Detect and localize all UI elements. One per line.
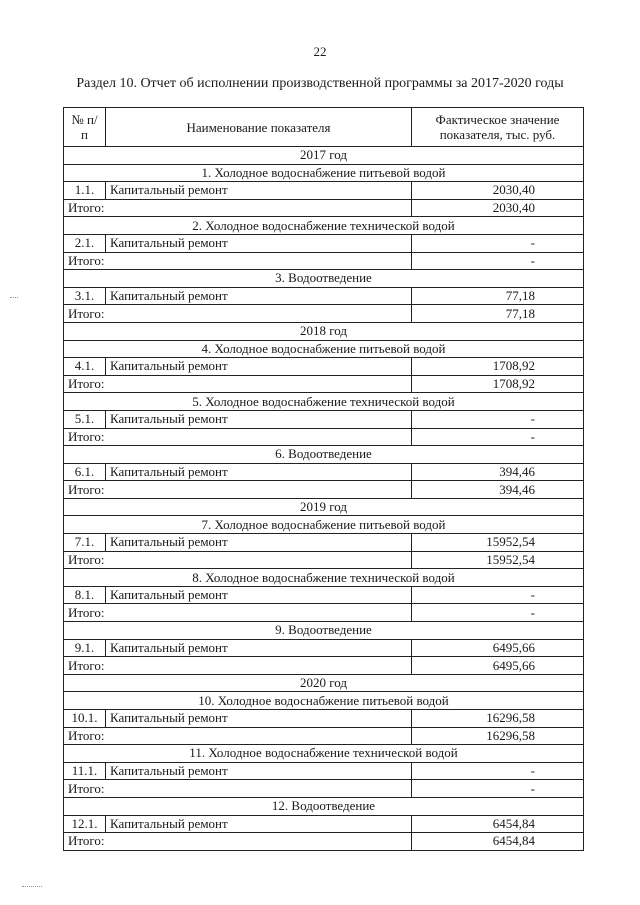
- section-title: 12. Водоотведение: [64, 797, 584, 815]
- table-row: [64, 586, 584, 604]
- row-name: Капитальный ремонт: [106, 182, 412, 200]
- total-value: 6454,84: [412, 833, 584, 851]
- report-table: [63, 107, 584, 851]
- table-row: [64, 534, 584, 552]
- section-title: 9. Водоотведение: [64, 622, 584, 640]
- page-number: 22: [313, 44, 327, 59]
- table-row: [64, 287, 584, 305]
- table-row: [64, 815, 584, 833]
- section-title-row: [64, 217, 584, 235]
- footer-mark: [22, 886, 42, 887]
- section-title-row: [64, 340, 584, 358]
- row-name: Капитальный ремонт: [106, 410, 412, 428]
- section-title: 10. Холодное водоснабжение питьевой водой: [64, 692, 584, 710]
- table-row: [64, 762, 584, 780]
- row-value: -: [412, 762, 584, 780]
- row-value: 6495,66: [412, 639, 584, 657]
- section-title: 5. Холодное водоснабжение технической водой: [64, 393, 584, 411]
- section-title-row: [64, 446, 584, 464]
- total-value: 6495,66: [412, 657, 584, 675]
- section-title-row: [64, 516, 584, 534]
- margin-mark: [10, 297, 18, 298]
- total-value: 1708,92: [412, 375, 584, 393]
- total-value: 394,46: [412, 481, 584, 499]
- section-title-row: [64, 797, 584, 815]
- total-label: Итого:: [64, 199, 412, 217]
- report-body: [64, 147, 584, 851]
- row-value: 394,46: [412, 463, 584, 481]
- section-title: 11. Холодное водоснабжение технической водой: [64, 745, 584, 763]
- year-label: 2019 год: [64, 498, 584, 516]
- row-value: 16296,58: [412, 710, 584, 728]
- total-row: [64, 428, 584, 446]
- row-name: Капитальный ремонт: [106, 639, 412, 657]
- row-number: 12.1.: [64, 815, 106, 833]
- row-number: 1.1.: [64, 182, 106, 200]
- row-value: 77,18: [412, 287, 584, 305]
- row-value: -: [412, 586, 584, 604]
- total-label: Итого:: [64, 252, 412, 270]
- section-title: 3. Водоотведение: [64, 270, 584, 288]
- year-row: [64, 674, 584, 692]
- total-value: -: [412, 252, 584, 270]
- section-title-row: [64, 569, 584, 587]
- row-value: 2030,40: [412, 182, 584, 200]
- row-name: Капитальный ремонт: [106, 287, 412, 305]
- total-row: [64, 657, 584, 675]
- total-row: [64, 551, 584, 569]
- total-value: 16296,58: [412, 727, 584, 745]
- total-label: Итого:: [64, 481, 412, 499]
- total-label: Итого:: [64, 428, 412, 446]
- document-title: Раздел 10. Отчет об исполнении производственной программы за 2017-2020 годы: [76, 76, 564, 91]
- row-name: Капитальный ремонт: [106, 358, 412, 376]
- section-title: 1. Холодное водоснабжение питьевой водой: [64, 164, 584, 182]
- total-row: [64, 305, 584, 323]
- row-value: -: [412, 234, 584, 252]
- table-row: [64, 234, 584, 252]
- section-title-row: [64, 164, 584, 182]
- total-value: -: [412, 780, 584, 798]
- row-value: -: [412, 410, 584, 428]
- table-row: [64, 710, 584, 728]
- row-name: Капитальный ремонт: [106, 710, 412, 728]
- header-name: Наименование показателя: [106, 108, 412, 147]
- table-row: [64, 358, 584, 376]
- total-value: 15952,54: [412, 551, 584, 569]
- row-number: 4.1.: [64, 358, 106, 376]
- year-label: 2020 год: [64, 674, 584, 692]
- year-label: 2018 год: [64, 322, 584, 340]
- total-label: Итого:: [64, 305, 412, 323]
- total-label: Итого:: [64, 657, 412, 675]
- total-label: Итого:: [64, 780, 412, 798]
- section-title-row: [64, 745, 584, 763]
- section-title: 7. Холодное водоснабжение питьевой водой: [64, 516, 584, 534]
- row-number: 7.1.: [64, 534, 106, 552]
- table-row: [64, 463, 584, 481]
- total-row: [64, 252, 584, 270]
- total-row: [64, 780, 584, 798]
- section-title: 2. Холодное водоснабжение технической водой: [64, 217, 584, 235]
- total-row: [64, 727, 584, 745]
- row-value: 6454,84: [412, 815, 584, 833]
- table-row: [64, 182, 584, 200]
- row-number: 2.1.: [64, 234, 106, 252]
- row-name: Капитальный ремонт: [106, 586, 412, 604]
- year-row: [64, 322, 584, 340]
- section-title-row: [64, 270, 584, 288]
- total-row: [64, 199, 584, 217]
- row-number: 8.1.: [64, 586, 106, 604]
- total-row: [64, 375, 584, 393]
- row-name: Капитальный ремонт: [106, 762, 412, 780]
- total-label: Итого:: [64, 551, 412, 569]
- total-row: [64, 604, 584, 622]
- total-row: [64, 481, 584, 499]
- header-num: № п/п: [64, 108, 106, 147]
- total-row: [64, 833, 584, 851]
- total-label: Итого:: [64, 375, 412, 393]
- row-name: Капитальный ремонт: [106, 534, 412, 552]
- section-title: 8. Холодное водоснабжение технической водой: [64, 569, 584, 587]
- total-value: 77,18: [412, 305, 584, 323]
- total-label: Итого:: [64, 727, 412, 745]
- total-value: -: [412, 604, 584, 622]
- row-value: 15952,54: [412, 534, 584, 552]
- section-title: 6. Водоотведение: [64, 446, 584, 464]
- header-row: [64, 108, 584, 147]
- table-row: [64, 639, 584, 657]
- row-number: 3.1.: [64, 287, 106, 305]
- row-number: 11.1.: [64, 762, 106, 780]
- row-name: Капитальный ремонт: [106, 234, 412, 252]
- section-title-row: [64, 393, 584, 411]
- row-value: 1708,92: [412, 358, 584, 376]
- total-value: 2030,40: [412, 199, 584, 217]
- section-title: 4. Холодное водоснабжение питьевой водой: [64, 340, 584, 358]
- year-label: 2017 год: [64, 147, 584, 165]
- total-value: -: [412, 428, 584, 446]
- row-number: 9.1.: [64, 639, 106, 657]
- section-title-row: [64, 692, 584, 710]
- total-label: Итого:: [64, 604, 412, 622]
- row-number: 10.1.: [64, 710, 106, 728]
- year-row: [64, 498, 584, 516]
- section-title-row: [64, 622, 584, 640]
- header-value: Фактическое значение показателя, тыс. руб.: [412, 108, 584, 147]
- row-name: Капитальный ремонт: [106, 463, 412, 481]
- year-row: [64, 147, 584, 165]
- row-number: 6.1.: [64, 463, 106, 481]
- row-number: 5.1.: [64, 410, 106, 428]
- row-name: Капитальный ремонт: [106, 815, 412, 833]
- total-label: Итого:: [64, 833, 412, 851]
- table-row: [64, 410, 584, 428]
